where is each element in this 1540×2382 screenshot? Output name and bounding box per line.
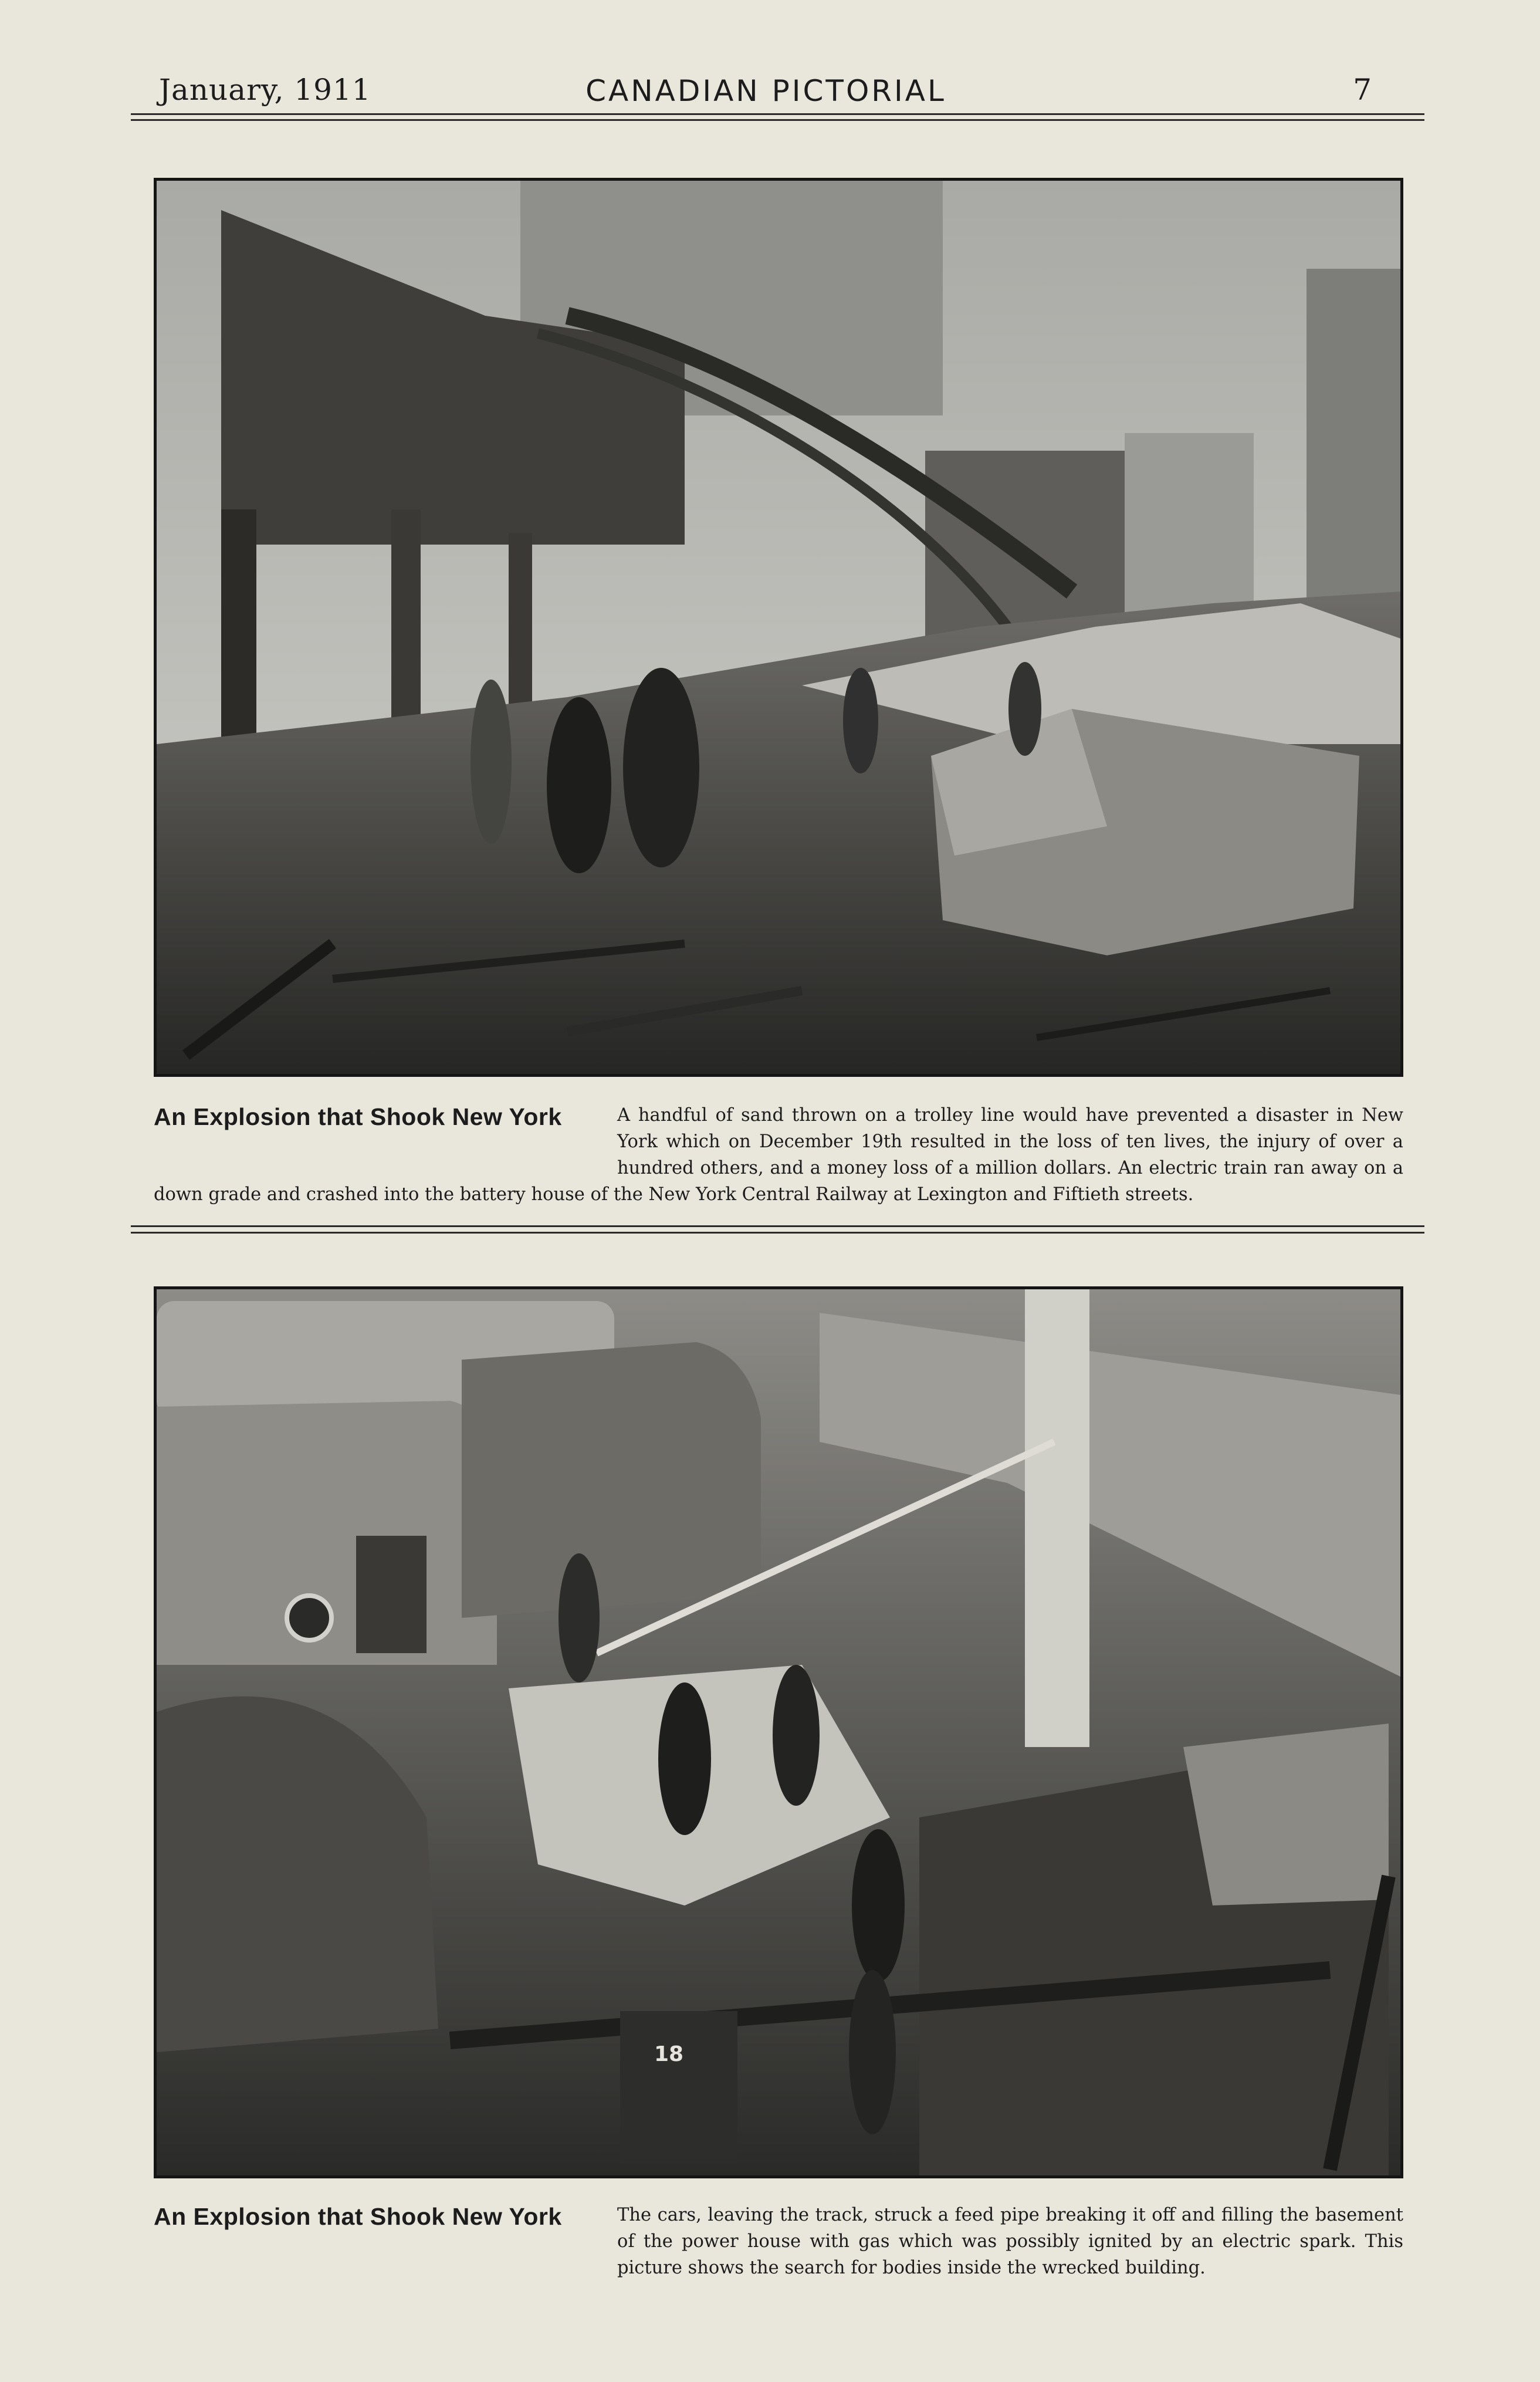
car-number: 18 [654,2042,684,2066]
publication-title: CANADIAN PICTORIAL [585,74,946,108]
caption-top-heading: An Explosion that Shook New York [154,1103,562,1130]
header-rule-secondary [131,119,1424,121]
issue-date: January, 1911 [159,73,371,107]
caption-bottom [154,2202,1403,2281]
running-header [131,69,1401,116]
header-rule [131,113,1424,115]
caption-top-text: A handful of sand thrown on a trolley line would have prevented a disaster in New York which on December 19th resulted in the loss of ten lives, the injury of over a hundred others, and a money loss of a million dollars. An electric train ran away on a down grade and crashed into the battery house of the New York Central Railway at Lexington and Fiftieth streets. [154,1105,1403,1205]
caption-bottom-text: The cars, leaving the track, struck a feed pipe breaking it off and filling the basement of the power house with gas which was possibly ignited by an electric spark. This picture shows the search for bodies inside the wrecked building. [617,2205,1403,2278]
caption-top [154,1102,1403,1208]
photo-explosion-interior [154,1286,1403,2178]
section-rule [131,1225,1424,1227]
photo-bottom-illustration [157,1289,1400,2175]
section-rule-secondary [131,1232,1424,1234]
caption-bottom-heading: An Explosion that Shook New York [154,2203,562,2230]
page-number: 7 [1353,73,1372,107]
photo-explosion-street [154,178,1403,1077]
photo-top-illustration [157,181,1400,1074]
